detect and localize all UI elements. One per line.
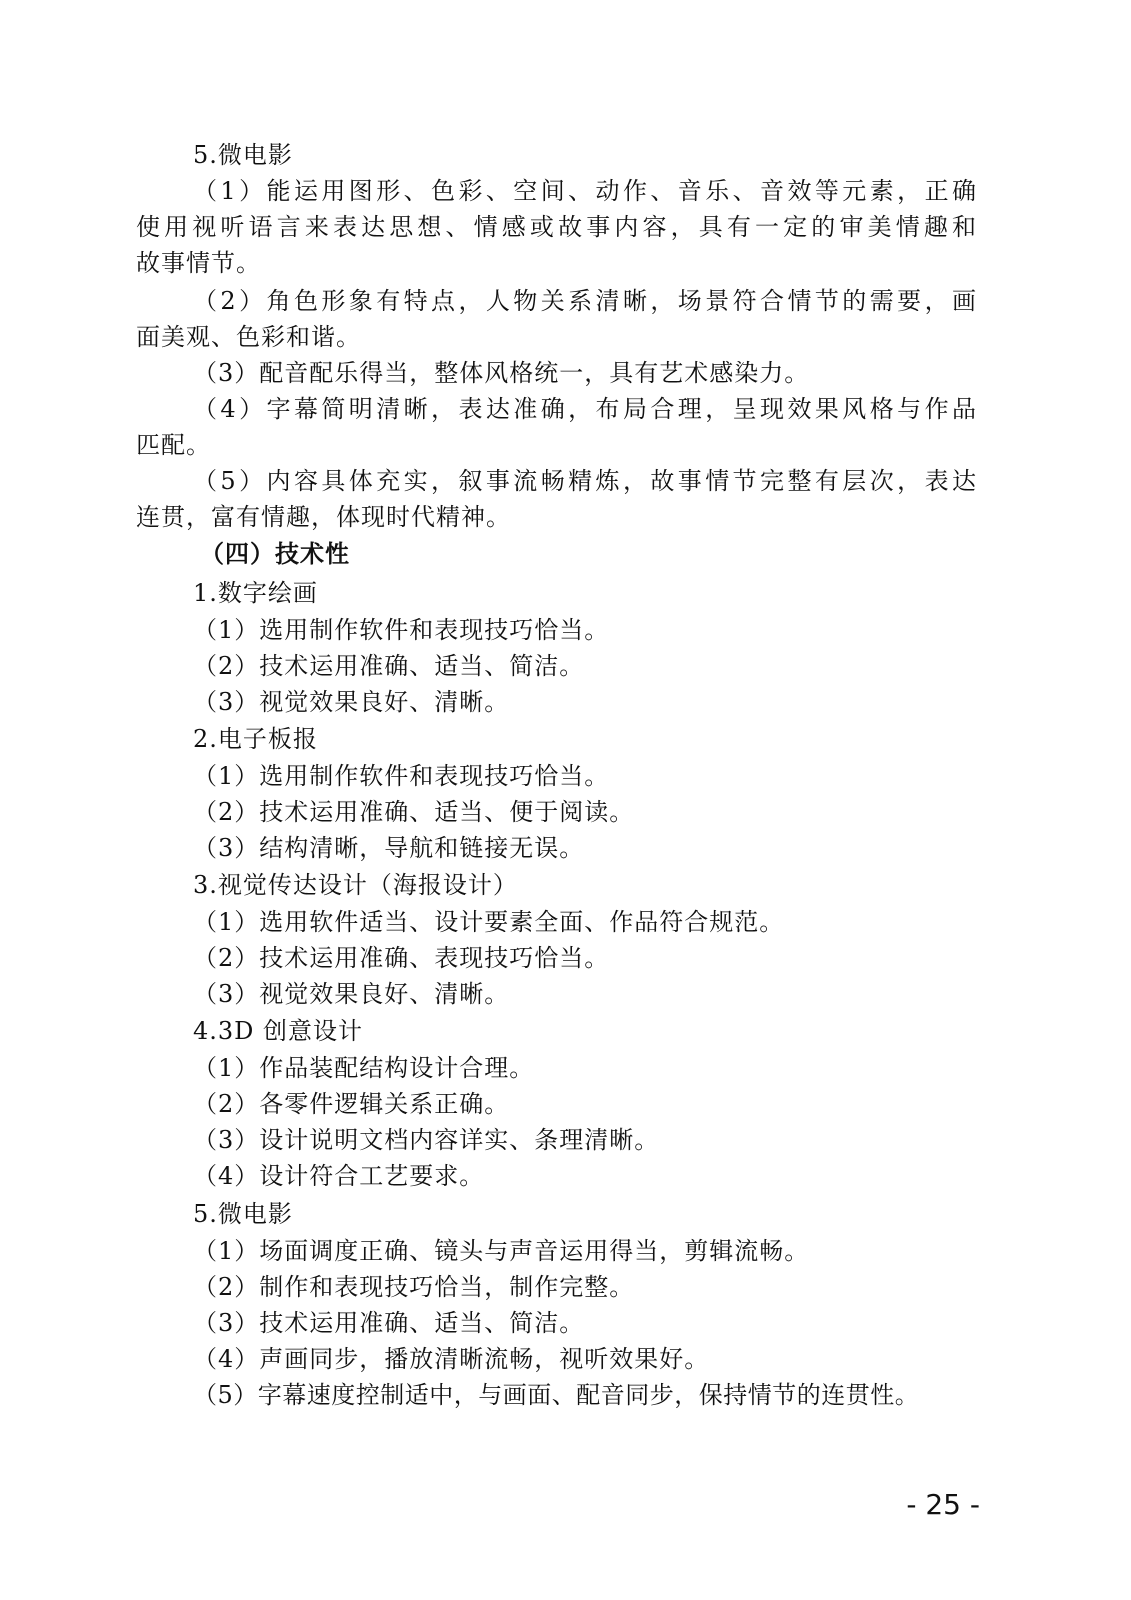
list-item: （3）视觉效果良好、清晰。 <box>193 688 510 716</box>
paragraph-line: 故事情节。 <box>136 249 261 277</box>
list-item: （5）字幕速度控制适中，与画面、配音同步，保持情节的连贯性。 <box>193 1381 920 1409</box>
list-item: （3）设计说明文档内容详实、条理清晰。 <box>193 1126 660 1154</box>
paragraph-line: 使用视听语言来表达思想、情感或故事内容，具有一定的审美情趣和 <box>136 213 977 241</box>
paragraph-line: （5）内容具体充实，叙事流畅精炼，故事情节完整有层次，表达 <box>193 467 977 495</box>
paragraph-line: （2）角色形象有特点，人物关系清晰，场景符合情节的需要，画 <box>193 287 977 315</box>
paragraph-line: （1）能运用图形、色彩、空间、动作、音乐、音效等元素，正确 <box>193 177 977 205</box>
list-item: （2）技术运用准确、适当、简洁。 <box>193 652 585 680</box>
subheading-poster-design: 3.视觉传达设计（海报设计） <box>193 871 518 899</box>
paragraph-line: （3）配音配乐得当，整体风格统一，具有艺术感染力。 <box>193 359 810 387</box>
subheading-micro-film: 5.微电影 <box>193 1200 293 1228</box>
list-item: （3）结构清晰，导航和链接无误。 <box>193 834 585 862</box>
list-item: （2）制作和表现技巧恰当，制作完整。 <box>193 1273 635 1301</box>
paragraph-line: （4）字幕简明清晰，表达准确，布局合理，呈现效果风格与作品 <box>193 395 977 423</box>
paragraph-line: 匹配。 <box>136 431 211 459</box>
list-item: （1）选用制作软件和表现技巧恰当。 <box>193 616 610 644</box>
list-item: （2）各零件逻辑关系正确。 <box>193 1090 510 1118</box>
section-heading-technical: （四）技术性 <box>200 540 350 568</box>
page-number: - 25 - <box>906 1488 980 1521</box>
list-item: （1）选用软件适当、设计要素全面、作品符合规范。 <box>193 908 785 936</box>
subheading-electronic-board: 2.电子板报 <box>193 725 318 753</box>
list-item: （3）技术运用准确、适当、简洁。 <box>193 1309 585 1337</box>
paragraph-line: 面美观、色彩和谐。 <box>136 323 361 351</box>
list-item: （1）选用制作软件和表现技巧恰当。 <box>193 762 610 790</box>
paragraph-line: 连贯，富有情趣，体现时代精神。 <box>136 503 511 531</box>
list-item: （4）声画同步，播放清晰流畅，视听效果好。 <box>193 1345 710 1373</box>
list-item: （4）设计符合工艺要求。 <box>193 1162 485 1190</box>
heading-micro-film: 5.微电影 <box>193 141 293 169</box>
list-item: （1）场面调度正确、镜头与声音运用得当，剪辑流畅。 <box>193 1237 810 1265</box>
list-item: （2）技术运用准确、适当、便于阅读。 <box>193 798 635 826</box>
list-item: （1）作品装配结构设计合理。 <box>193 1054 535 1082</box>
list-item: （2）技术运用准确、表现技巧恰当。 <box>193 944 610 972</box>
subheading-3d-design: 4.3D 创意设计 <box>193 1017 364 1045</box>
subheading-digital-painting: 1.数字绘画 <box>193 579 318 607</box>
list-item: （3）视觉效果良好、清晰。 <box>193 980 510 1008</box>
